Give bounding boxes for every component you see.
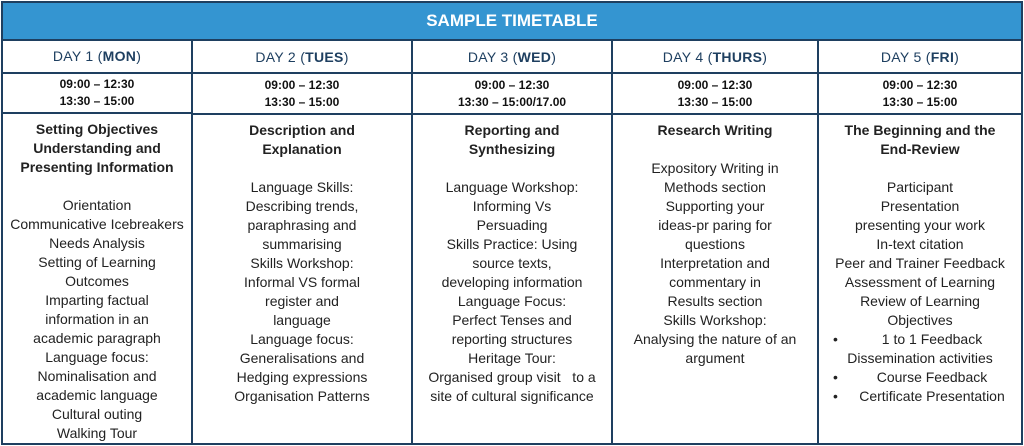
activity-line: Assessment of Learning [844, 274, 996, 290]
morning-time: 09:00 – 12:30 [474, 77, 550, 92]
activity-line: Language Focus: [457, 293, 567, 309]
activity-line: Skills Workshop: [250, 255, 354, 271]
activity-line: Interpretation and [660, 255, 770, 271]
day-times-1 [3, 74, 191, 114]
day-label: DAY 2 ( [255, 48, 306, 65]
activity-line: argument [685, 350, 745, 366]
day-times-5 [819, 74, 1021, 115]
heading-line: Presenting Information [20, 159, 174, 175]
activity-line: Organised group visit to a [428, 369, 596, 385]
activity-line: paraphrasing and [247, 217, 357, 233]
activity-line: Needs Analysis [49, 235, 145, 251]
activity-line: Heritage Tour: [468, 350, 556, 366]
timetable-grid [3, 41, 1021, 443]
day-column-3 [413, 41, 613, 443]
activity-line: Peer and Trainer Feedback [835, 255, 1005, 271]
activity-line: Imparting factual [45, 292, 149, 308]
day-label-close: ) [762, 48, 768, 65]
day-column-2 [193, 41, 413, 443]
afternoon-time: 13:30 – 15:00 [882, 94, 958, 109]
activity-line: Outcomes [65, 273, 129, 289]
day-times-3 [413, 74, 611, 115]
activity-line: site of cultural significance [430, 388, 594, 404]
activity-line: presenting your work [855, 217, 985, 233]
day-column-5 [819, 41, 1021, 443]
activity-line: summarising [262, 236, 342, 252]
heading-line: Explanation [262, 141, 342, 157]
afternoon-time: 13:30 – 15:00/17.00 [457, 94, 567, 109]
activity-line: developing information [441, 274, 583, 290]
day-header-2 [193, 41, 411, 74]
heading-line: Setting Objectives [35, 121, 159, 137]
activity-line: academic language [36, 387, 158, 403]
activity-line: Dissemination activities [847, 350, 993, 366]
activity-line: Language Workshop: [445, 179, 579, 195]
bullet-item [819, 330, 1021, 349]
activity-line: register and [265, 293, 339, 309]
activity-line: academic paragraph [33, 330, 161, 346]
activity-line: language [273, 312, 331, 328]
heading-line: Synthesizing [468, 141, 556, 157]
day-header-3 [413, 41, 611, 74]
heading-line: Description and [249, 122, 355, 138]
activity-line: Organisation Patterns [234, 388, 370, 404]
afternoon-time: 13:30 – 15:00 [59, 93, 135, 108]
activity-line: Nominalisation and [37, 368, 157, 384]
day-times-4 [613, 74, 817, 115]
day-heading [819, 121, 1021, 159]
day-name: MON [102, 48, 137, 65]
day-heading [193, 121, 411, 159]
activity-line: Supporting your [665, 198, 765, 214]
activity-line: Describing trends, [245, 198, 359, 214]
activity-line: Language focus: [45, 349, 149, 365]
bullet-text: Certificate Presentation [859, 388, 1005, 404]
morning-time: 09:00 – 12:30 [677, 77, 753, 92]
day-column-4 [613, 41, 819, 443]
activity-line: commentary in [669, 274, 761, 290]
timetable-title: SAMPLE TIMETABLE [3, 3, 1021, 41]
activity-line: Informal VS formal [244, 274, 360, 290]
day-label-close: ) [343, 48, 349, 65]
day-heading [413, 121, 611, 159]
day-label: DAY 3 ( [467, 48, 518, 65]
afternoon-time: 13:30 – 15:00 [677, 94, 753, 109]
activity-line: Objectives [887, 312, 953, 328]
day-header-1 [3, 41, 191, 74]
activity-line: ideas-pr paring for [658, 217, 772, 233]
bullet-icon: • [833, 369, 838, 385]
activity-line: Language focus: [250, 331, 354, 347]
activity-line: Persuading [476, 217, 548, 233]
activity-line: Methods section [664, 179, 766, 195]
activity-line: Orientation [62, 197, 132, 213]
activity-line: In-text citation [876, 236, 964, 252]
activity-line: Cultural outing [51, 406, 143, 422]
activity-line: Results section [667, 293, 763, 309]
morning-time: 09:00 – 12:30 [59, 76, 135, 91]
day-label-close: ) [954, 48, 960, 65]
activity-line: Generalisations and [239, 350, 365, 366]
activity-line: Participant [886, 179, 954, 195]
day-content-1 [3, 114, 191, 443]
day-heading [3, 120, 191, 177]
activity-line: Expository Writing in [651, 160, 779, 176]
day-content-5 [819, 115, 1021, 443]
activity-line: questions [685, 236, 745, 252]
bullet-text: Course Feedback [876, 369, 988, 385]
heading-line: Understanding and [33, 140, 161, 156]
bullet-item [819, 368, 1021, 387]
day-label-close: ) [136, 48, 142, 65]
day-name: FRI [930, 48, 955, 65]
activity-line: Skills Practice: Using [446, 236, 578, 252]
day-header-4 [613, 41, 817, 74]
activity-line: Perfect Tenses and [452, 312, 572, 328]
activity-line: Presentation [880, 198, 960, 214]
heading-line: Research Writing [657, 122, 773, 138]
activity-line: reporting structures [451, 331, 573, 347]
day-name: WED [517, 48, 552, 65]
heading-line: The Beginning and the [844, 122, 996, 138]
timetable [1, 1, 1023, 445]
day-header-5 [819, 41, 1021, 74]
bullet-text: 1 to 1 Feedback [881, 331, 983, 347]
activity-line: Setting of Learning [38, 254, 156, 270]
activity-line: Informing Vs [472, 198, 552, 214]
day-label: DAY 1 ( [52, 48, 103, 65]
day-column-1 [3, 41, 193, 443]
bullet-icon: • [833, 388, 838, 404]
day-content-3 [413, 115, 611, 443]
activity-line: Skills Workshop: [663, 312, 767, 328]
day-label: DAY 4 ( [662, 48, 713, 65]
bullet-icon: • [833, 331, 838, 347]
morning-time: 09:00 – 12:30 [882, 77, 958, 92]
bullet-item [819, 387, 1021, 406]
activity-line: information in an [45, 311, 149, 327]
day-label-close: ) [551, 48, 557, 65]
heading-line: End-Review [880, 141, 960, 157]
day-name: THURS [712, 48, 763, 65]
day-content-2 [193, 115, 411, 443]
heading-line: Reporting and [464, 122, 560, 138]
day-heading [613, 121, 817, 140]
activity-line: Review of Learning [860, 293, 980, 309]
activity-line: Language Skills: [250, 179, 354, 195]
activity-line: source texts, [472, 255, 552, 271]
activity-line: Walking Tour [56, 425, 138, 441]
activity-line: Analysing the nature of an [633, 331, 797, 347]
day-label: DAY 5 ( [880, 48, 931, 65]
day-content-4 [613, 115, 817, 443]
activity-line: Hedging expressions [236, 369, 368, 385]
day-name: TUES [305, 48, 344, 65]
activity-line: Communicative Icebreakers [10, 216, 184, 232]
day-times-2 [193, 74, 411, 115]
morning-time: 09:00 – 12:30 [264, 77, 340, 92]
afternoon-time: 13:30 – 15:00 [264, 94, 340, 109]
